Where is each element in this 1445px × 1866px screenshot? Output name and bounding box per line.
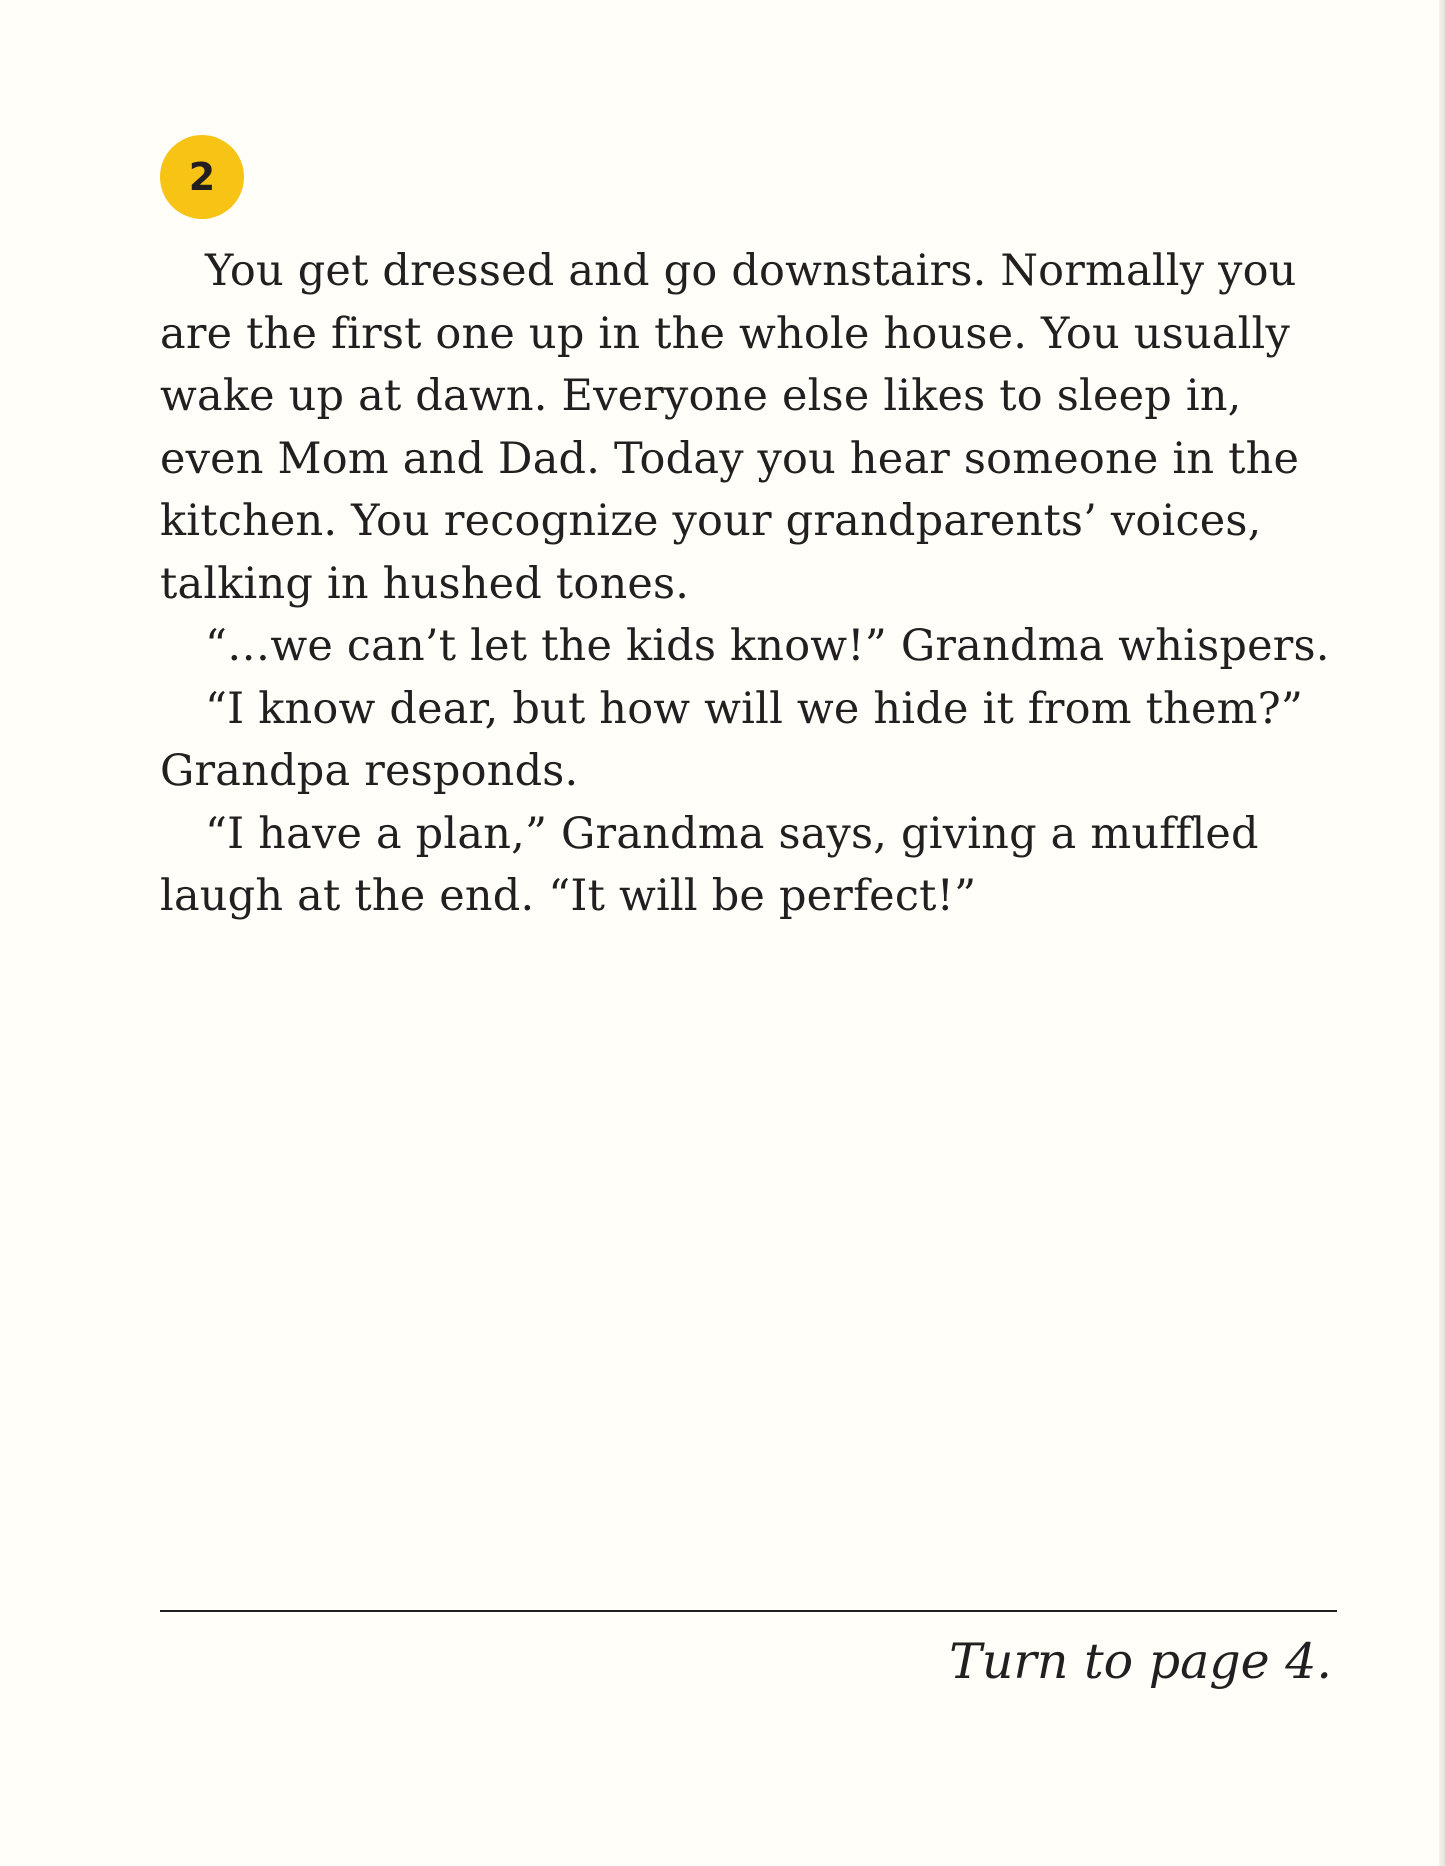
story-text [160,240,1345,928]
footer-divider [160,1610,1337,1612]
story-paragraph: “I have a plan,” Grandma says, giving a muffled laugh at the end. “It will be perfect!” [160,808,1259,921]
story-paragraph: You get dressed and go downstairs. Normally you are the first one up in the whole house. You usually wake up at dawn. Everyone else likes to sleep in, even Mom and Dad. Today you hear someone in the kitchen. You recognize your grandparents’ voices, talking in hushed tones. [160,246,1300,609]
story-paragraph: “…we can’t let the kids know!” Grandma whispers. [205,621,1330,671]
page-number-badge [160,135,244,219]
story-paragraph: “I know dear, but how will we hide it from them?” Grandpa responds. [160,683,1304,796]
turn-to-page-instruction: Turn to page 4. [949,1633,1332,1690]
page-number: 2 [188,155,216,199]
page-edge [1439,0,1445,1866]
